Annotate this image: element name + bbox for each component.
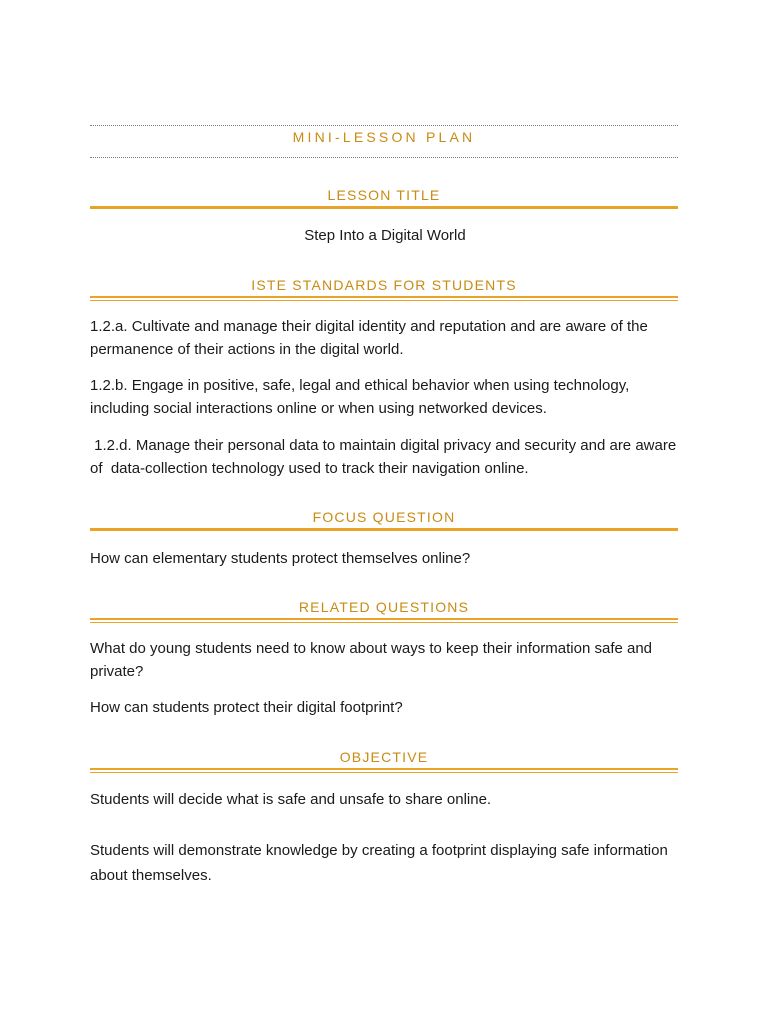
title-top-divider (90, 125, 678, 126)
objective-rule (90, 768, 678, 773)
focus-question-heading: FOCUS QUESTION (312, 509, 456, 525)
iste-standards-heading: ISTE STANDARDS FOR STUDENTS (251, 277, 517, 293)
lesson-title-heading: LESSON TITLE (327, 187, 441, 203)
lesson-title-text: Step Into a Digital World (304, 227, 466, 244)
related-question-item: What do young students need to know about ways to keep their information safe and private? (90, 640, 653, 680)
document-title: MINI-LESSON PLAN (292, 129, 476, 145)
iste-standard-item: 1.2.b. Engage in positive, safe, legal and ethical behavior when using technology, including social interactions online or when using networked devices. (90, 377, 630, 417)
iste-standards-rule (90, 296, 678, 301)
objective-item: Students will demonstrate knowledge by creating a footprint displaying safe information about themselves. (90, 842, 668, 884)
iste-standard-item: 1.2.a. Cultivate and manage their digital identity and reputation and are aware of the permanence of their actions in the digital world. (90, 318, 648, 358)
title-bottom-divider (90, 157, 678, 158)
related-questions-heading: RELATED QUESTIONS (298, 599, 470, 615)
lesson-title-rule (90, 206, 678, 209)
objective-item: Students will decide what is safe and unsafe to share online. (90, 791, 492, 808)
objective-heading: OBJECTIVE (339, 749, 429, 765)
document-page (90, 0, 678, 1024)
focus-question-rule (90, 528, 678, 531)
iste-standard-item: 1.2.d. Manage their personal data to maintain digital privacy and security and are aware of data-collection technology used to track their navigation online. (90, 437, 677, 477)
related-questions-rule (90, 618, 678, 623)
focus-question-text: How can elementary students protect themselves online? (90, 550, 471, 567)
related-question-item: How can students protect their digital footprint? (90, 699, 403, 716)
